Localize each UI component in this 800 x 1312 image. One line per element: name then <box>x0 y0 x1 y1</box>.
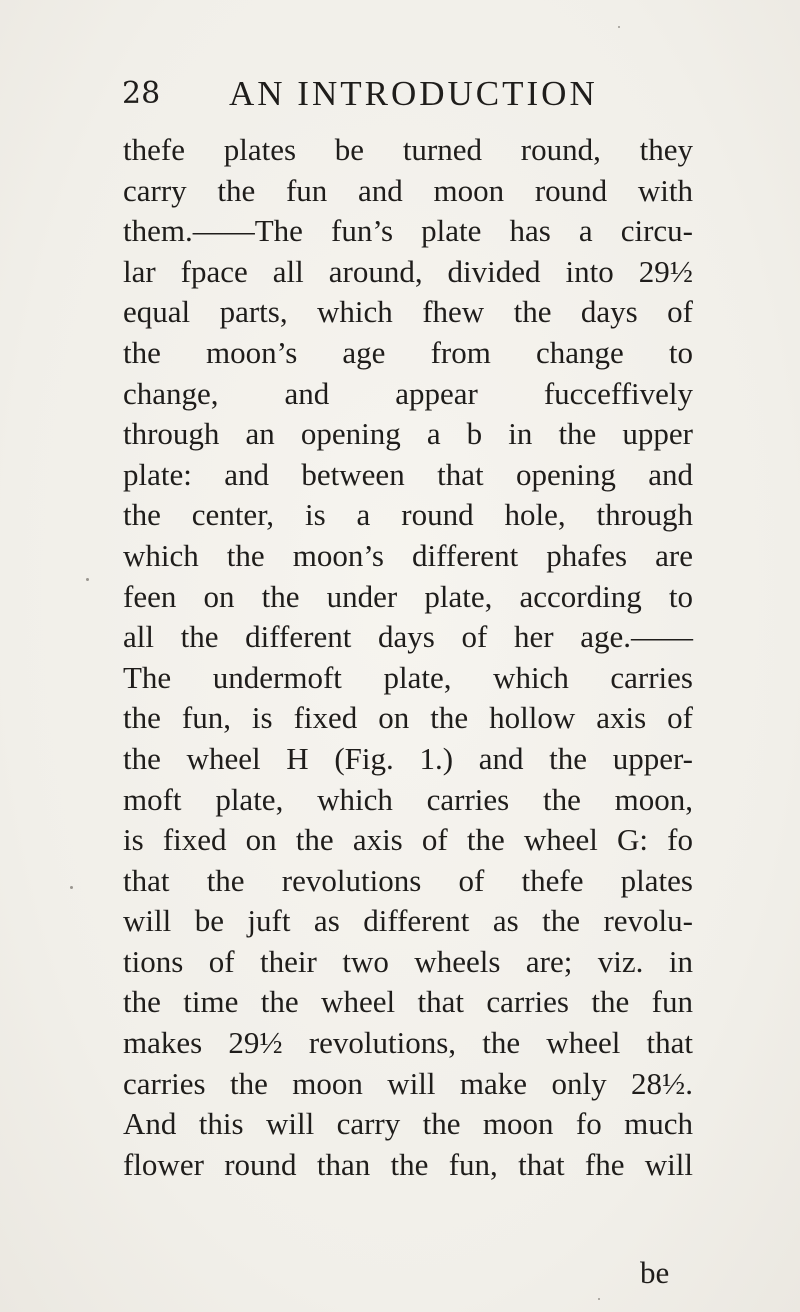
text-line <box>123 211 693 252</box>
running-head: AN INTRODUCTION <box>229 74 598 113</box>
text-line <box>123 698 693 739</box>
text-line-content: feen on the under plate, according to <box>123 578 693 614</box>
text-line <box>123 292 693 333</box>
paper-speck <box>86 578 89 581</box>
text-line-content: equal parts, which fhew the days of <box>123 294 693 330</box>
text-line-content: the moon’s age from change to <box>123 334 693 370</box>
text-line <box>123 374 693 415</box>
text-line-content: them.——The fun’s plate has a circu- <box>123 213 693 249</box>
text-line <box>123 333 693 374</box>
text-line-content: lar fpace all around, divided into 29½ <box>123 253 693 289</box>
text-line <box>123 1064 693 1105</box>
text-line <box>123 901 693 942</box>
text-line <box>123 982 693 1023</box>
text-line-content: tions of their two wheels are; viz. in <box>123 943 693 979</box>
text-line <box>123 780 693 821</box>
text-line <box>123 577 693 618</box>
text-line-content: which the moon’s different phafes are <box>123 537 693 573</box>
body-text <box>123 130 693 1185</box>
text-line <box>123 942 693 983</box>
paper-speck <box>618 26 620 28</box>
text-line <box>123 658 693 699</box>
text-line <box>123 1145 693 1186</box>
text-line <box>123 130 693 171</box>
text-line-content: carries the moon will make only 28½. <box>123 1065 693 1101</box>
text-line-content: makes 29½ revolutions, the wheel that <box>123 1025 693 1061</box>
text-line <box>123 617 693 658</box>
text-line <box>123 414 693 455</box>
text-line-content: the fun, is fixed on the hollow axis of <box>123 700 693 736</box>
text-line-content: all the different days of her age.—— <box>123 619 693 655</box>
text-line <box>123 861 693 902</box>
text-line-content: change, and appear fucceffively <box>123 375 693 411</box>
text-line <box>123 1104 693 1145</box>
text-line-content: And this will carry the moon fo much <box>123 1106 693 1142</box>
text-line <box>123 1023 693 1064</box>
text-line-content: The undermoft plate, which carries <box>123 659 693 695</box>
text-line <box>123 536 693 577</box>
text-line <box>123 820 693 861</box>
text-line-content: carry the fun and moon round with <box>123 172 693 208</box>
paper-speck <box>598 1298 600 1300</box>
page-header <box>122 76 722 120</box>
text-line-content: moft plate, which carries the moon, <box>123 781 693 817</box>
catchword: be <box>640 1255 670 1290</box>
text-line-content: is fixed on the axis of the wheel G: fo <box>123 822 693 858</box>
text-line <box>123 739 693 780</box>
text-line-content: will be juft as different as the revolu- <box>123 903 693 939</box>
text-line-content: that the revolutions of thefe plates <box>123 862 693 898</box>
text-line <box>123 252 693 293</box>
text-line-content: plate: and between that opening and <box>123 456 693 492</box>
text-line <box>123 171 693 212</box>
text-line-content: the time the wheel that carries the fun <box>123 984 693 1020</box>
text-line-content: the center, is a round hole, through <box>123 497 693 533</box>
text-line-content: the wheel H (Fig. 1.) and the upper- <box>123 740 693 776</box>
text-line-content: through an opening a b in the upper <box>123 416 693 452</box>
page-number: 28 <box>122 76 161 111</box>
text-line-content: thefe plates be turned round, they <box>123 132 693 167</box>
paper-speck <box>70 886 73 889</box>
text-line <box>123 455 693 496</box>
text-line <box>123 495 693 536</box>
text-line-content: flower round than the fun, that fhe will <box>123 1146 693 1182</box>
